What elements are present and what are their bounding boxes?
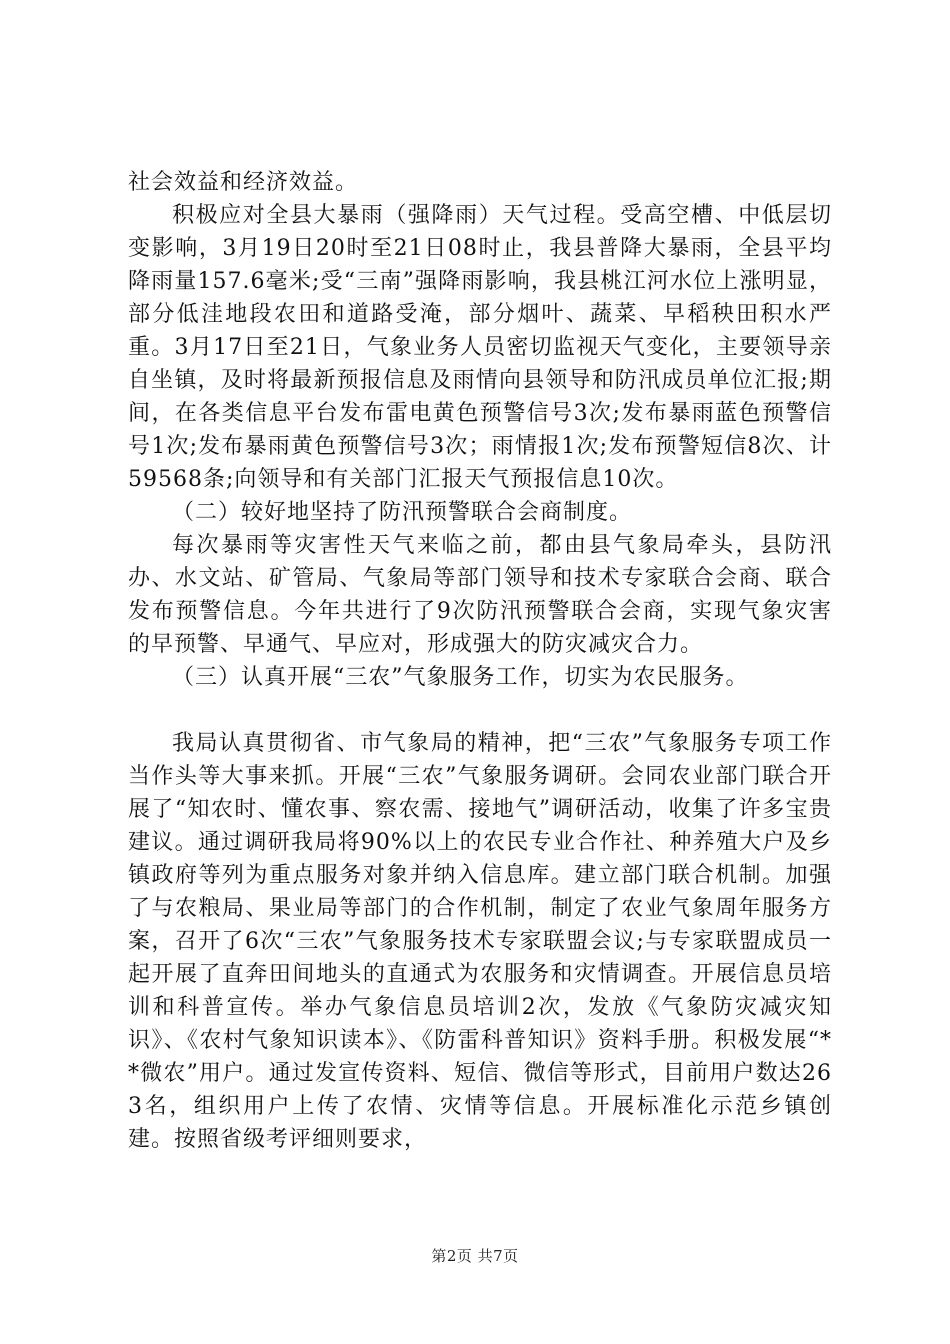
paragraph-heavy-rain-response: 积极应对全县大暴雨（强降雨）天气过程。受高空槽、中低层切变影响，3月19日20时至21日08时止，我县普降大暴雨，全县平均降雨量157.6毫米;受“三南”强降雨影响，我县桃江河水位上涨明显，部分低洼地段农田和道路受淹，部分烟叶、蔬菜、早稻秧田积水严重。3月17日至21日，气象业务人员密切监视天气变化，主要领导亲自坐镇，及时将最新预报信息及雨情向县领导和防汛成员单位汇报;期间，在各类信息平台发布雷电黄色预警信号3次;发布暴雨蓝色预警信号1次;发布暴雨黄色预警信号3次；雨情报1次;发布预警短信8次、计59568条;向领导和有关部门汇报天气预报信息10次。 bbox=[128, 203, 832, 492]
section-heading-3: （三）认真开展“三农”气象服务工作，切实为农民服务。 bbox=[172, 665, 749, 690]
paragraph-joint-consultation: 每次暴雨等灾害性天气来临之前，都由县气象局牵头，县防汛办、水文站、矿管局、气象局等部门领导和技术专家联合会商、联合发布预警信息。今年共进行了9次防汛预警联合会商，实现气象灾害的早预警、早通气、早应对，形成强大的防灾减灾合力。 bbox=[128, 533, 832, 657]
paragraph-continuation: 社会效益和经济效益。 bbox=[128, 170, 359, 195]
page-number-footer: 第2页 共7页 bbox=[431, 1247, 519, 1265]
document-body bbox=[128, 166, 832, 1156]
paragraph-sannong-service: 我局认真贯彻省、市气象局的精神，把“三农”气象服务专项工作当作头等大事来抓。开展“三农”气象服务调研。会同农业部门联合开展了“知农时、懂农事、察农需、接地气”调研活动，收集了许多宝贵建议。通过调研我局将90%以上的农民专业合作社、种养殖大户及乡镇政府等列为重点服务对象并纳入信息库。建立部门联合机制。加强了与农粮局、果业局等部门的合作机制，制定了农业气象周年服务方案，召开了6次“三农”气象服务技术专家联盟会议;与专家联盟成员一起开展了直奔田间地头的直通式为农服务和灾情调查。开展信息员培训和科普宣传。举办气象信息员培训2次，发放《气象防灾减灾知识》、《农村气象知识读本》、《防雷科普知识》资料手册。积极发展“**微农”用户。通过发宣传资料、短信、微信等形式，目前用户数达263名，组织用户上传了农情、灾情等信息。开展标准化示范乡镇创建。按照省级考评细则要求， bbox=[128, 731, 832, 1152]
section-heading-2: （二）较好地坚持了防汛预警联合会商制度。 bbox=[172, 500, 633, 525]
